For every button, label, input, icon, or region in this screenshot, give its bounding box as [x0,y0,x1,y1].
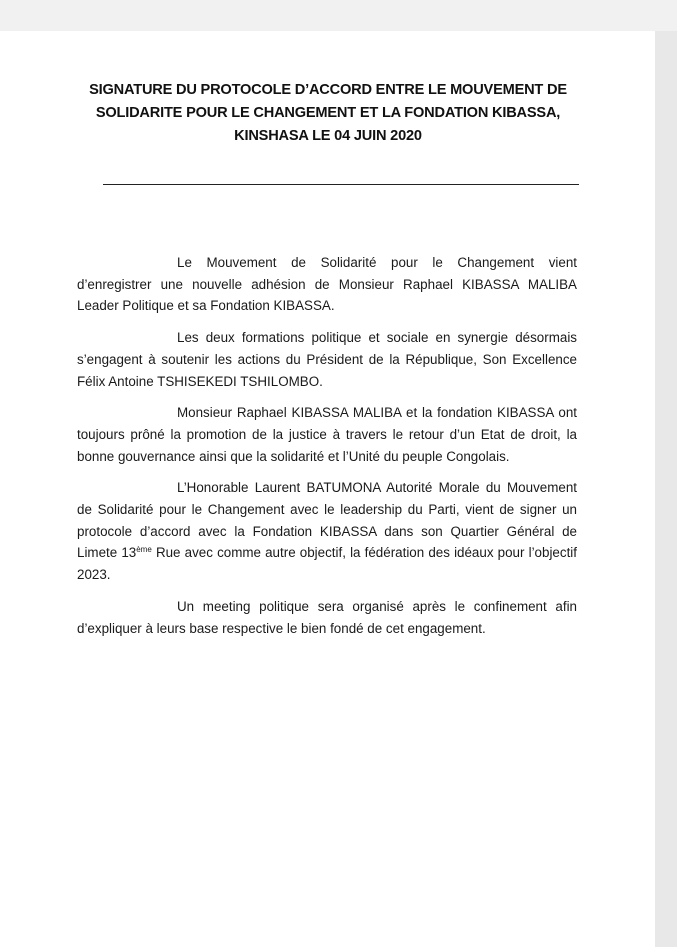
paragraph-2: Les deux formations politique et sociale en synergie désormais s’engagent à soutenir les actions du Président de la République, Son Excellence Félix Antoine TSHISEKEDI TSHILOMBO. [77,330,577,389]
document-body [77,252,577,649]
paragraph-5: Un meeting politique sera organisé après le confinement afin d’expliquer à leurs base respective le bien fondé de cet engagement. [77,598,577,636]
paragraph-4-text-end: Rue avec comme autre objectif, la fédération des idéaux pour l’objectif 2023. [77,545,577,583]
title-underline [103,184,579,185]
paragraph-3: Monsieur Raphael KIBASSA MALIBA et la fondation KIBASSA ont toujours prôné la promotion de la justice à travers le retour d’un Etat de droit, la bonne gouvernance ainsi que la solidarité et l’Unité du peuple Congolais. [77,405,577,464]
document-title: SIGNATURE DU PROTOCOLE D’ACCORD ENTRE LE MOUVEMENT DE SOLIDARITE POUR LE CHANGEMENT ET LA FONDATION KIBASSA, KINSHASA LE 04 JUIN 2020 [89,82,567,144]
paragraph-1: Le Mouvement de Solidarité pour le Changement vient d’enregistrer une nouvelle adhésion de Monsieur Raphael KIBASSA MALIBA Leader Politique et sa Fondation KIBASSA. [77,255,577,314]
scrollbar-track[interactable] [655,31,677,947]
paragraph-4 [77,477,577,586]
paragraph-4-text-start: L’Honorable Laurent BATUMONA Autorité Morale du Mouvement de Solidarité pour le Changement avec le leadership du Parti, vient de signer un protocole d’accord avec la Fondation KIBASSA dans son Quartier Général de Limete 13 [77,480,577,561]
paragraph-4-superscript: ème [136,545,152,555]
